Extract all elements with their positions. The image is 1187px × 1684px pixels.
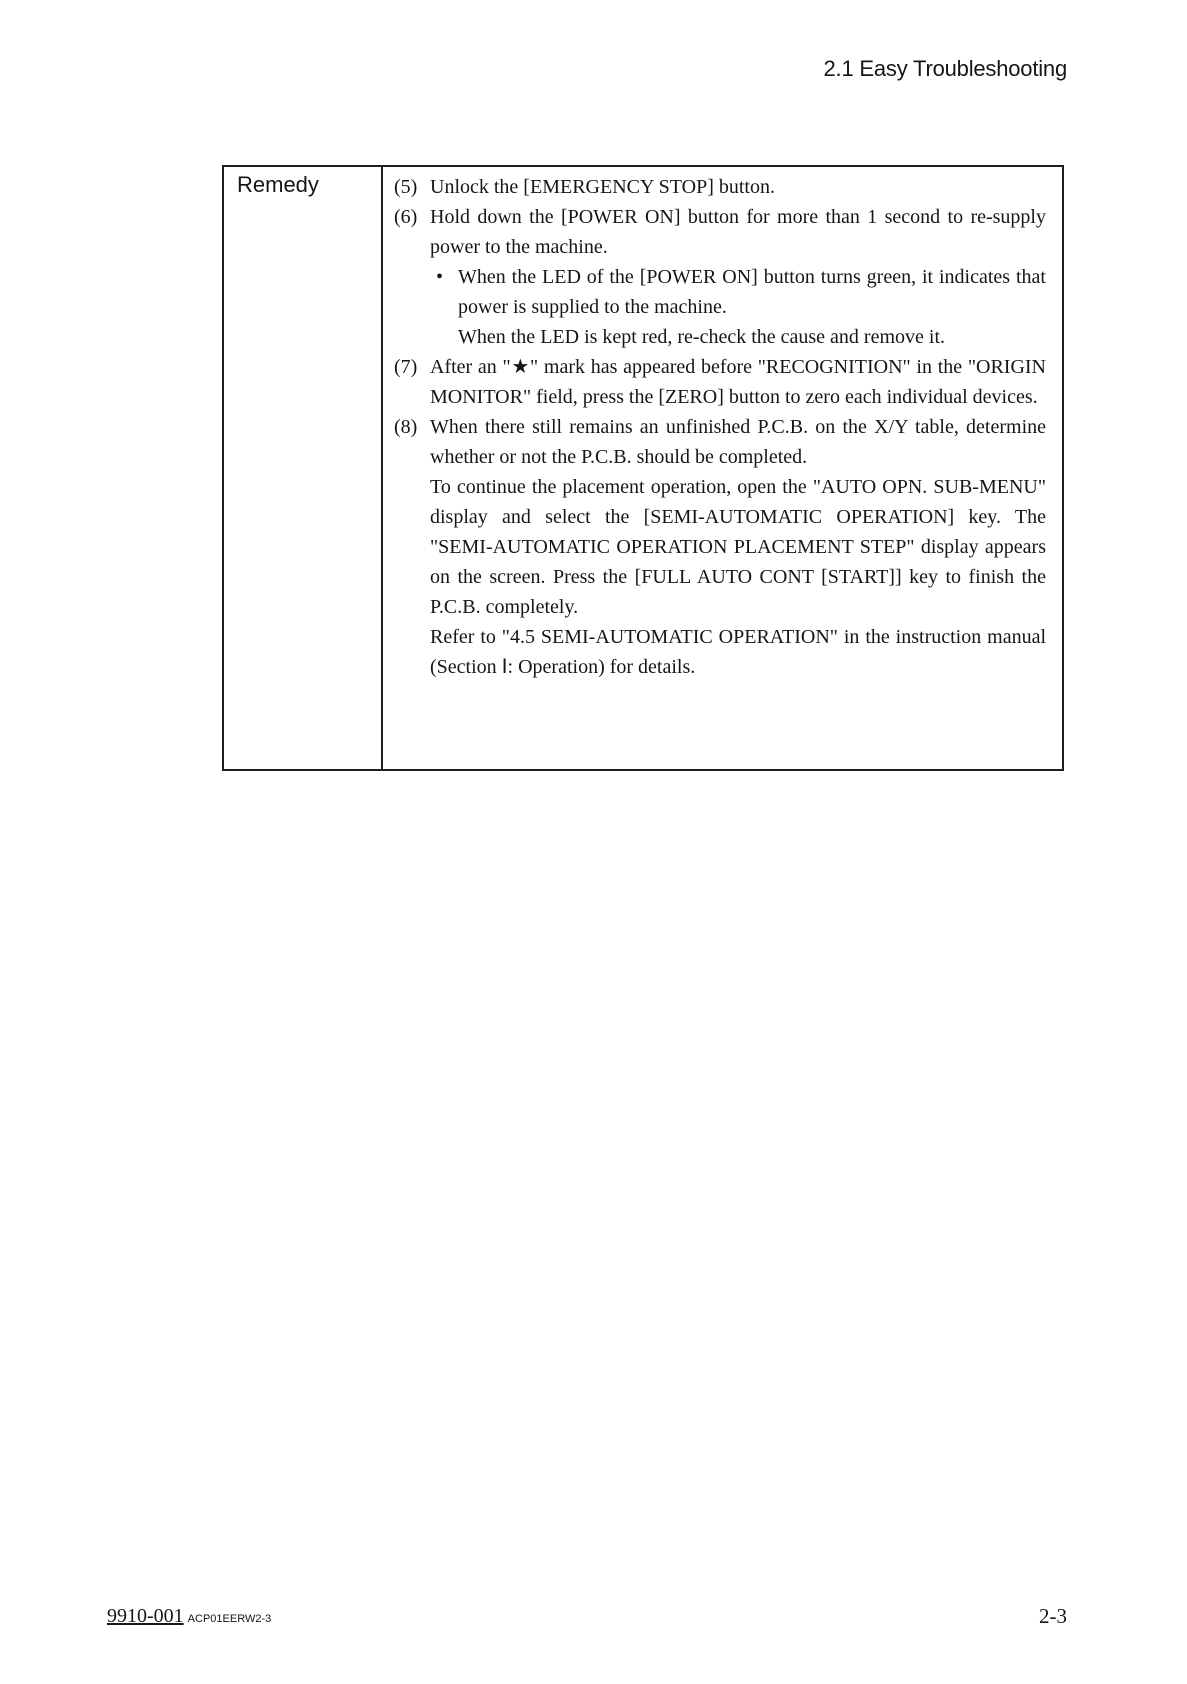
step-5: [394, 172, 1046, 202]
step-number: (5): [394, 176, 418, 198]
page-header: 2.1 Easy Troubleshooting: [823, 56, 1067, 81]
led-red-note: When the LED is kept red, re-check the cause and remove it.: [458, 326, 946, 348]
led-green-note: [430, 262, 1046, 322]
remedy-steps: [394, 172, 1046, 682]
page-number: 2-3: [1039, 1604, 1067, 1628]
continue-instructions: To continue the placement operation, open the "AUTO OPN. SUB-MENU" display and select the [SEMI-AUTOMATIC OPERATION] key. The "SEMI-AUTOMATIC OPERATION PLACEMENT STEP" display appears on the screen. Press the [FULL AUTO CONT [START]] key to finish the P.C.B. completely.: [430, 476, 1046, 618]
step-7: [394, 352, 1046, 412]
step-text: Hold down the [POWER ON] button for more than 1 second to re-supply power to the machine.: [430, 206, 1046, 258]
step-number: (8): [394, 416, 418, 438]
step-6: [394, 202, 1046, 352]
step-text: Unlock the [EMERGENCY STOP] button.: [430, 176, 775, 198]
footer-doc-info: [107, 1605, 271, 1628]
step-text: After an "★" mark has appeared before "RECOGNITION" in the "ORIGIN MONITOR" field, press the [ZERO] button to zero each individual devices.: [430, 356, 1046, 408]
manual-reference: Refer to "4.5 SEMI-AUTOMATIC OPERATION" in the instruction manual (Section Ⅰ: Operation) for details.: [430, 626, 1046, 678]
step-8: [394, 412, 1046, 682]
remedy-table: [222, 165, 1064, 771]
bullet-text: When the LED of the [POWER ON] button turns green, it indicates that power is supplied to the machine.: [458, 266, 1046, 318]
step-number: (6): [394, 206, 418, 228]
doc-code: ACP01EERW2-3: [187, 1613, 272, 1625]
bullet-dot-icon: •: [436, 266, 444, 288]
column-divider: [381, 167, 383, 769]
step-text: When there still remains an unfinished P.C.B. on the X/Y table, determine whether or not the P.C.B. should be completed.: [430, 416, 1046, 468]
step-number: (7): [394, 356, 418, 378]
doc-number: 9910-001: [107, 1605, 184, 1627]
remedy-label: Remedy: [237, 172, 319, 197]
